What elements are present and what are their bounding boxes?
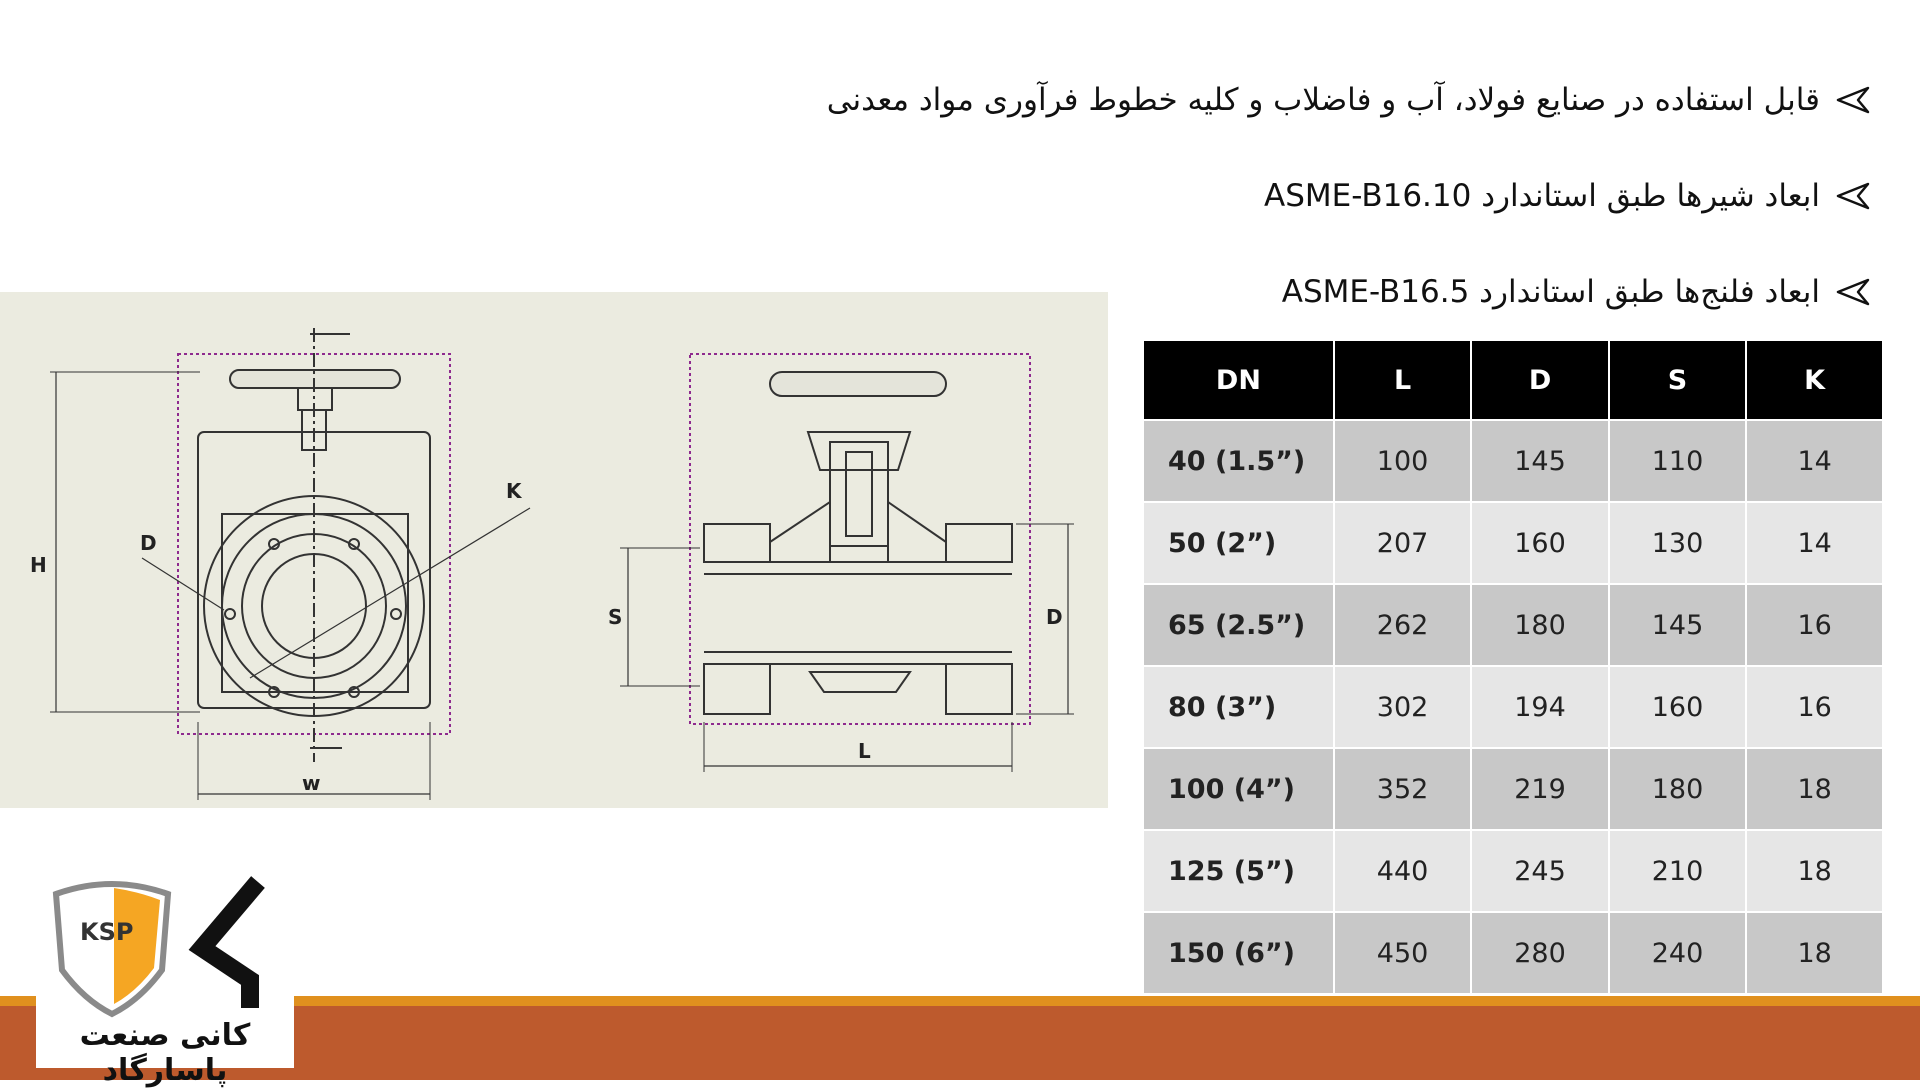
company-logo xyxy=(36,868,294,1088)
ksp-shield-logo-icon xyxy=(36,868,294,1018)
cell-k: 18 xyxy=(1747,911,1882,993)
cell-k: 16 xyxy=(1747,583,1882,665)
cell-d: 194 xyxy=(1472,665,1609,747)
table-row xyxy=(1144,501,1882,583)
cell-l: 440 xyxy=(1335,829,1472,911)
header-k: K xyxy=(1747,341,1882,419)
side-l-label: L xyxy=(858,739,871,763)
front-k-label: K xyxy=(506,479,522,503)
cell-dn: 40 (1.5”) xyxy=(1144,419,1335,501)
cell-d: 245 xyxy=(1472,829,1609,911)
cell-d: 280 xyxy=(1472,911,1609,993)
cell-dn: 100 (4”) xyxy=(1144,747,1335,829)
cell-k: 14 xyxy=(1747,419,1882,501)
cell-l: 262 xyxy=(1335,583,1472,665)
table-row xyxy=(1144,419,1882,501)
cell-s: 145 xyxy=(1610,583,1747,665)
header-dn: DN xyxy=(1144,341,1335,419)
front-h-label: H xyxy=(30,553,47,577)
cell-k: 16 xyxy=(1747,665,1882,747)
cell-s: 240 xyxy=(1610,911,1747,993)
header-d: D xyxy=(1472,341,1609,419)
feature-text: ابعاد شیرها طبق استاندارد ASME-B16.10 xyxy=(1264,178,1820,214)
cell-l: 207 xyxy=(1335,501,1472,583)
side-view-drawing xyxy=(620,354,1074,772)
cell-s: 210 xyxy=(1610,829,1747,911)
cell-k: 14 xyxy=(1747,501,1882,583)
arrow-bullet-icon xyxy=(1834,85,1870,115)
table-row xyxy=(1144,829,1882,911)
side-d-label: D xyxy=(1046,605,1063,629)
cell-s: 180 xyxy=(1610,747,1747,829)
feature-text: قابل استفاده در صنایع فولاد، آب و فاضلاب و کلیه خطوط فرآوری مواد معدنی xyxy=(826,82,1820,118)
cell-dn: 125 (5”) xyxy=(1144,829,1335,911)
cell-dn: 80 (3”) xyxy=(1144,665,1335,747)
table-header-row xyxy=(1144,341,1882,419)
cell-l: 302 xyxy=(1335,665,1472,747)
table-row xyxy=(1144,911,1882,993)
cell-d: 145 xyxy=(1472,419,1609,501)
company-name: کانی صنعت پاسارگاد xyxy=(79,1018,251,1088)
cell-s: 110 xyxy=(1610,419,1747,501)
cell-d: 180 xyxy=(1472,583,1609,665)
cell-k: 18 xyxy=(1747,747,1882,829)
front-view-drawing xyxy=(50,328,530,800)
cell-dn: 150 (6”) xyxy=(1144,911,1335,993)
header-l: L xyxy=(1335,341,1472,419)
cell-k: 18 xyxy=(1747,829,1882,911)
table-row xyxy=(1144,583,1882,665)
cell-l: 352 xyxy=(1335,747,1472,829)
front-d-label: D xyxy=(140,531,157,555)
cell-s: 130 xyxy=(1610,501,1747,583)
feature-item xyxy=(670,148,1870,244)
arrow-bullet-icon xyxy=(1834,181,1870,211)
cell-l: 450 xyxy=(1335,911,1472,993)
cell-dn: 50 (2”) xyxy=(1144,501,1335,583)
valve-drawing-panel xyxy=(0,292,1108,808)
table-row xyxy=(1144,665,1882,747)
front-w-label: w xyxy=(302,771,321,795)
valve-spec-table xyxy=(1144,341,1882,993)
side-s-label: S xyxy=(608,605,623,629)
arrow-bullet-icon xyxy=(1834,277,1870,307)
feature-item xyxy=(670,52,1870,148)
feature-text: ابعاد فلنج‌ها طبق استاندارد ASME-B16.5 xyxy=(1281,274,1820,310)
table-row xyxy=(1144,747,1882,829)
cell-s: 160 xyxy=(1610,665,1747,747)
cell-d: 219 xyxy=(1472,747,1609,829)
cell-d: 160 xyxy=(1472,501,1609,583)
valve-technical-drawing xyxy=(0,292,1108,808)
cell-dn: 65 (2.5”) xyxy=(1144,583,1335,665)
header-s: S xyxy=(1610,341,1747,419)
logo-mark-text: KSP xyxy=(80,918,134,946)
cell-l: 100 xyxy=(1335,419,1472,501)
